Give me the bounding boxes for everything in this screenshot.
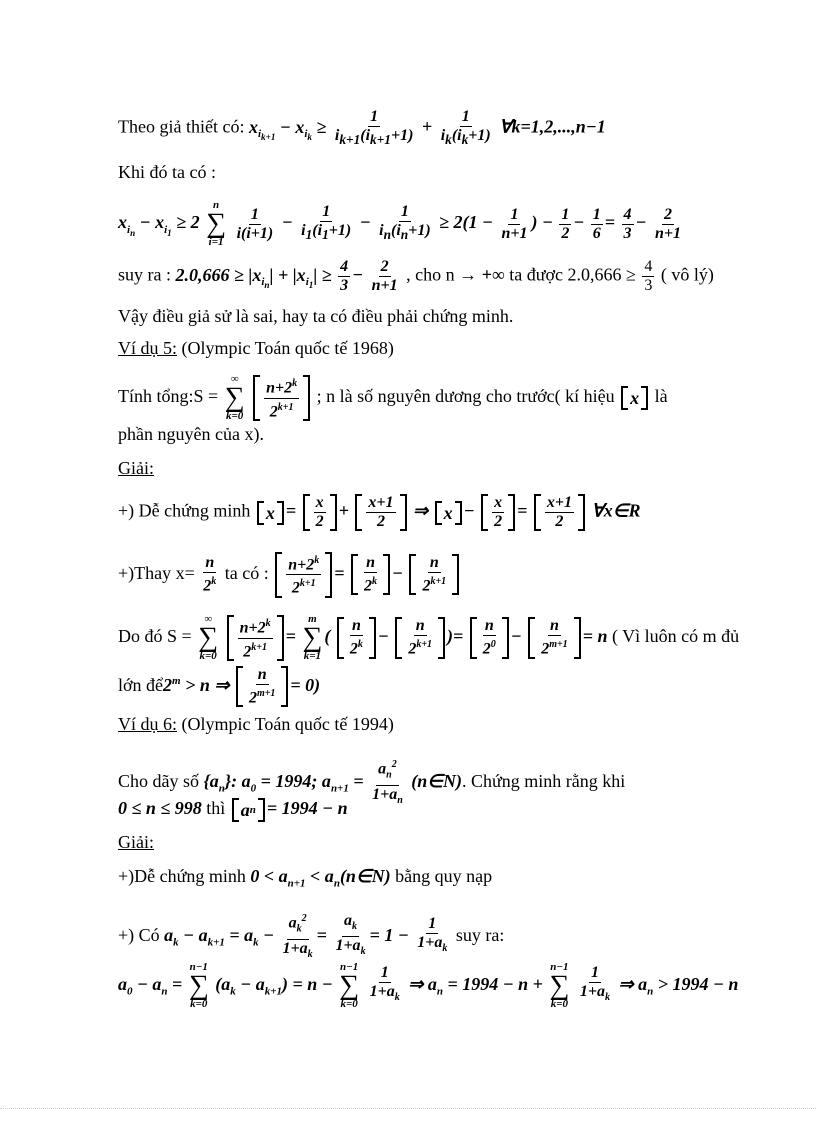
text: Theo giả thiết có: bbox=[118, 116, 245, 137]
solution-heading-2 bbox=[118, 830, 756, 854]
page-bottom-rule bbox=[0, 1108, 816, 1109]
text: ta được 2.0,666 bbox=[509, 264, 622, 285]
example-5-heading bbox=[118, 336, 756, 360]
example-6-heading bbox=[118, 712, 756, 736]
text: . Chứng minh rằng khi bbox=[461, 770, 626, 791]
text: ( Vì luôn có m đủ bbox=[611, 626, 740, 647]
line-lon-de: lớn $để2^m > n$ ⇒ $\frac{n}{2^{m+1}}$ = 0) bbox=[118, 666, 321, 707]
example-label: Ví dụ 5: bbox=[118, 338, 178, 358]
text: +)Thay x= bbox=[118, 562, 195, 583]
text: ; n là số nguyên dương cho trước( kí hiệu bbox=[316, 386, 615, 407]
line-phan-nguyen bbox=[118, 422, 756, 446]
line-conclusion bbox=[118, 304, 756, 328]
line-inequality: $x_{i_n} - x_{i_1} \ge 2$ n ∑ i=1 $\frac{1}{i(i+1)}$ − $\frac{1}{i_1(i_1+1)}$ − $\frac{1}{i_n(i_n+1)}$ ≥ 2(1 − $\frac{1}{n+1}$ ) − $\frac{1}{2}$ − $\frac{1}{6}$ = $\frac{4}{3}$ − $\frac{2}{n+1}$ bbox=[118, 199, 681, 248]
line-do-do-s: Do đó S = ∞ ∑ k=0 $\frac{n+2^k}{2^{k+1}}$ = m ∑ k=1 ( $\frac{n}{2^k}$ − $\frac{n}{2^{k+1}}$ )= $\frac{n}{2^0}$ − $\frac{n}{2^{m+1}}$ = n ( Vì luôn có m đủ bbox=[118, 613, 740, 662]
text: Do đó S = bbox=[118, 626, 192, 647]
line-condition: 0 ≤ n ≤ 998 thì a n = 1994 − n bbox=[118, 798, 348, 820]
line-co: +) Có $a_k - a_{k+1} = a_k$ − $\frac{a_k^2}{1+a_k}$ = $\frac{a_k}{1+a_k}$ = 1 − $\frac{1}{1+a_k}$ suy ra: bbox=[118, 910, 756, 964]
example-label: Ví dụ 6: bbox=[118, 714, 178, 734]
text: là bbox=[654, 386, 668, 407]
text: Cho dãy số bbox=[118, 770, 199, 791]
text: (Olympic Toán quốc tế 1968) bbox=[177, 338, 394, 358]
text: thì bbox=[206, 798, 226, 818]
text: phần nguyên của x). bbox=[118, 424, 264, 444]
line-final: $a_0 - a_n$ = n−1 ∑ k=0 $(a_k - a_{k+1}) = n$ − n−1 ∑ k=0 $\frac{1}{1+a_k}$ ⇒ $a_n = 1994 - n$ + n−1 ∑ k=0 $\frac{1}{1+a_k}$ ⇒ $a_n > 1994 - n$ bbox=[118, 961, 739, 1010]
text: , cho n bbox=[406, 264, 455, 285]
line-thay-x: +)Thay x= $\frac{n}{2^k}$ ta có : $\frac{n+2^k}{2^{k+1}}$ = $\frac{n}{2^k}$ − $\frac{n}{2^{k+1}}$ bbox=[118, 552, 756, 598]
text: +) Dễ chứng minh bbox=[118, 500, 251, 521]
text: ( vô lý) bbox=[660, 264, 714, 285]
text: Tính tổng:S = bbox=[118, 386, 219, 407]
text: lớn để bbox=[118, 674, 164, 695]
line-cho-day-so: Cho dãy số $\{a_n\}$: $a_0 = 1994$; $a_{n+1}$ = $\frac{a_n^2}{1+a_n}$ (n∈N). Chứng minh rằng khi bbox=[118, 756, 756, 810]
text: +) Có bbox=[118, 924, 160, 945]
line-tinh-tong: Tính tổng:S = ∞ ∑ k=0 $\frac{n+2^k}{2^{k+1}}$ ; n là số nguyên dương cho trước( kí hiệu x là bbox=[118, 373, 668, 422]
text: Khi đó ta có : bbox=[118, 162, 216, 182]
line-khi-do bbox=[118, 160, 756, 184]
text: Giải: bbox=[118, 832, 154, 852]
text: suy ra : bbox=[118, 264, 171, 285]
line-quy-nap: +)Dễ chứng minh $0 < a_{n+1}$ < $a_n(n\in N)$ bằng quy nạp bbox=[118, 866, 493, 890]
text: suy ra: bbox=[455, 924, 505, 945]
solution-heading-1 bbox=[118, 456, 756, 480]
line-hypothesis: Theo giả thiết có: $x_{i_{k+1}} - x_{i_k}$ ≥ $\frac{1}{i_{k+1}(i_{k+1}+1)}$ + $\frac{1}{i_k(i_k+1)}$ ∀k=1,2,...,n−1 bbox=[118, 108, 606, 148]
text: Giải: bbox=[118, 458, 154, 478]
line-de-chung-minh: +) Dễ chứng minh x = $\frac{x}{2}$ + $\frac{x+1}{2}$ ⇒ x − $\frac{x}{2}$ = $\frac{x+1}{2}$ ∀x∈R bbox=[118, 494, 641, 530]
text: ta có : bbox=[224, 562, 269, 583]
text: bằng quy nạp bbox=[395, 866, 493, 886]
line-suy-ra: suy ra : $2.0,666 \ge |x_{i_n}| + |x_{i_1}|$ ≥ $\frac{4}{3}$ − $\frac{2}{n+1}$ , cho n → +∞ ta được 2.0,666 ≥ $\frac{4}{3}$ ( vô lý) bbox=[118, 258, 714, 294]
text: (Olympic Toán quốc tế 1994) bbox=[177, 714, 394, 734]
text: +)Dễ chứng minh bbox=[118, 866, 246, 886]
text: Vậy điều giả sử là sai, hay ta có điều phải chứng minh. bbox=[118, 306, 514, 326]
